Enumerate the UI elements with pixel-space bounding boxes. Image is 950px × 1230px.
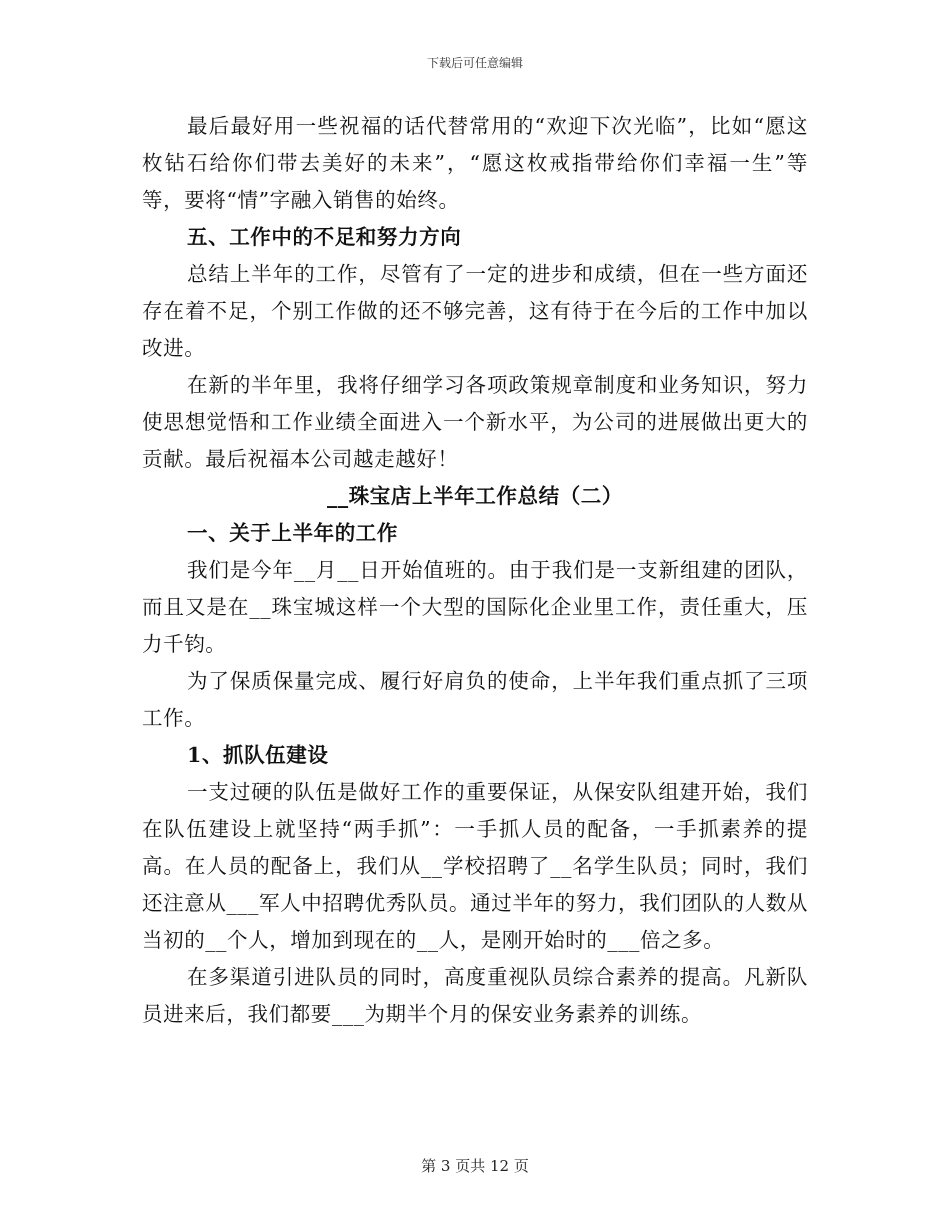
section-heading-shortcomings: 五、工作中的不足和努力方向 bbox=[187, 225, 462, 249]
paragraph-three-tasks: 为了保质保量完成、履行好肩负的使命，上半年我们重点抓了三项工作。 bbox=[142, 669, 808, 730]
page-header: 下载后可任意编辑 bbox=[426, 56, 523, 70]
paragraph-team-building-detail: 一支过硬的队伍是做好工作的重要保证，从保安队组建开始，我们在队伍建设上就坚持“两手抓”：一手抓人员的配备，一手抓素养的提高。在人员的配备上，我们从__学校招聘了__名学生队员；同时，我们还注意从___军人中招聘优秀队员。通过半年的努力，我们团队的人数从当初的__个人，增加到现在的__人，是刚开始时的___倍之多。 bbox=[142, 780, 808, 952]
paragraph-closing-blessing: 最后最好用一些祝福的话代替常用的“欢迎下次光临”，比如“愿这枚钻石给你们带去美好的未来”，“愿这枚戒指带给你们幸福一生”等等，要将“情”字融入销售的始终。 bbox=[142, 114, 808, 212]
section-heading-team-building: 1、抓队伍建设 bbox=[187, 743, 329, 767]
section-heading-first-half-work: 一、关于上半年的工作 bbox=[187, 521, 398, 545]
paragraph-team-start: 我们是今年__月__日开始值班的。由于我们是一支新组建的团队，而且又是在__珠宝城这样一个大型的国际化企业里工作，责任重大，压力千钧。 bbox=[142, 558, 808, 656]
paragraph-summary-shortcomings: 总结上半年的工作，尽管有了一定的进步和成绩，但在一些方面还存在着不足，个别工作做的还不够完善，这有待于在今后的工作中加以改进。 bbox=[142, 262, 808, 360]
paragraph-training: 在多渠道引进队员的同时，高度重视队员综合素养的提高。凡新队员进来后，我们都要___为期半个月的保安业务素养的训练。 bbox=[142, 965, 808, 1026]
page-footer: 第 3 页共 12 页 bbox=[421, 1157, 529, 1175]
paragraph-new-half-year: 在新的半年里，我将仔细学习各项政策规章制度和业务知识，努力使思想觉悟和工作业绩全面进入一个新水平，为公司的进展做出更大的贡献。最后祝福本公司越走越好！ bbox=[142, 373, 808, 471]
document-title-part-two: __珠宝店上半年工作总结（二） bbox=[327, 484, 623, 508]
document-body bbox=[142, 108, 808, 1033]
